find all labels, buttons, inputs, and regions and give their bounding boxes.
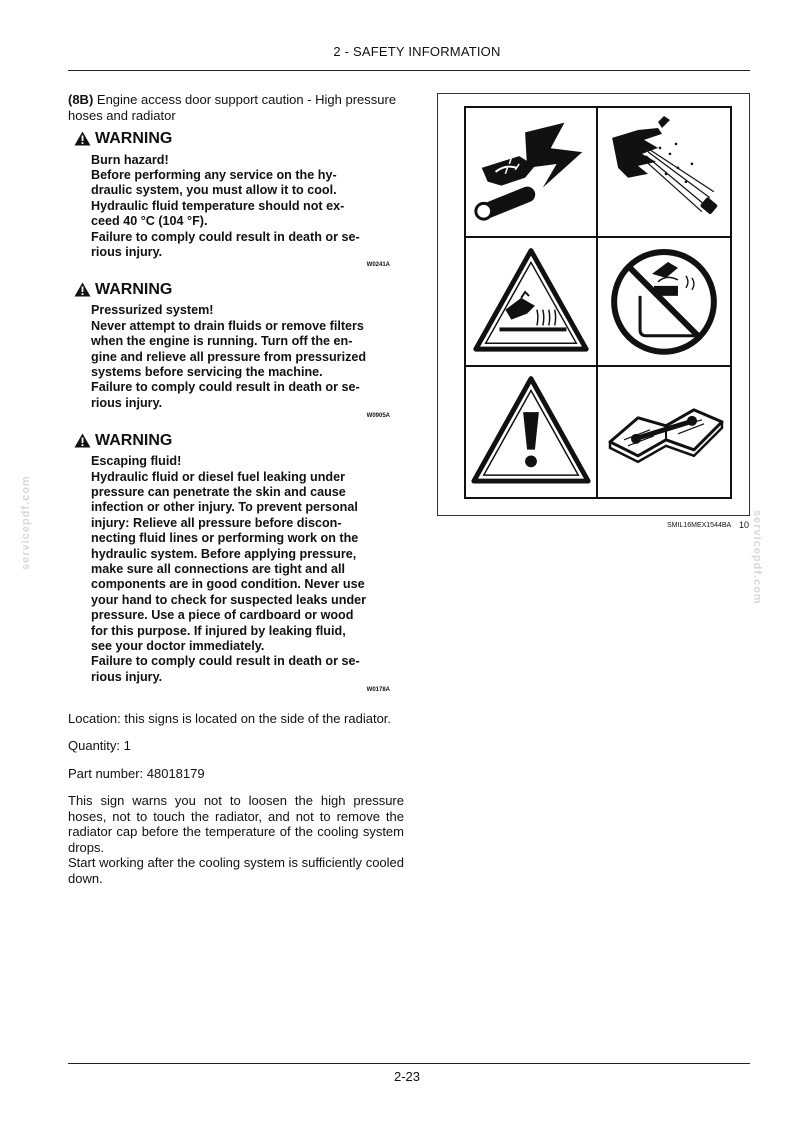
warning-line: necting fluid lines or performing work on the [91,531,359,546]
warning-line: Burn hazard! [91,152,169,167]
read-manual-wrench-icon [598,367,730,497]
warning-title-text: WARNING [95,130,173,147]
warning-line: rious injury. [91,669,163,684]
decal-cell [466,238,598,368]
warning-line: make sure all connections are tight and all [91,562,346,577]
warning-line: infection or other injury. To prevent personal [91,500,358,515]
exclamation-triangle-icon [466,367,596,497]
location-text: Location: this signs is located on the side of the radiator. [68,710,392,726]
section-code: (8B) [68,92,94,107]
quantity-text: Quantity: 1 [68,738,131,754]
warning-line: Failure to comply could result in death or se- [91,654,360,669]
decal-grid [464,106,732,499]
hot-surface-hand-triangle-icon [466,238,596,366]
warning-title [74,282,404,298]
warning-triangle-icon [74,131,91,146]
warning-line: Hydraulic fluid temperature should not ex- [91,198,345,213]
decal-cell [466,108,598,238]
warning-body [91,153,381,261]
warning-line: see your doctor immediately. [91,639,265,654]
warning-line: Never attempt to drain fluids or remove filters [91,318,364,333]
safety-decal-figure [437,93,750,516]
warning-line: components are in good condition. Never use [91,577,365,592]
decal-cell [466,367,598,497]
warning-code: W0241A [366,262,390,269]
left-column [68,92,404,886]
watermark-right: servicepdf.com [751,510,763,605]
description-text: This sign warns you not to loosen the high pressure hoses, not to touch the radiator, and not to remove the radiator cap before the temperature of the cooling system drops. [68,793,404,855]
description-text-2: Start working after the cooling system is sufficiently cooled down. [68,855,404,886]
section-title: Engine access door support caution - High pressure hoses and radiator [68,92,397,123]
warning-line: Failure to comply could result in death or se- [91,380,360,395]
warning-line: pressure can penetrate the skin and cause [91,485,346,499]
warning-title-text: WARNING [95,280,173,298]
warning-title [74,433,404,449]
warning-title [74,131,404,147]
warning-line: rious injury. [91,244,163,259]
warning-body [91,303,381,411]
warning-block-2 [68,282,404,425]
warning-line: Before performing any service on the hy- [91,167,337,182]
warning-block-3 [68,433,404,699]
warning-title-text: WARNING [95,431,173,449]
page-header: 2 - SAFETY INFORMATION [333,44,501,59]
warning-line: your hand to check for suspected leaks under [91,592,367,607]
hose-rupture-hand-icon [466,108,596,236]
watermark-left: servicepdf.com [20,475,32,570]
warning-line: ceed 40 °C (104 °F). [91,214,208,229]
warning-code: W0178A [366,687,390,694]
part-number-text: Part number: 48018179 [68,765,205,781]
warning-line: for this purpose. If injured by leaking fluid, [91,623,346,638]
warning-line: Pressurized system! [91,303,214,318]
warning-line: injury: Relieve all pressure before discon- [91,515,342,530]
footer-rule [68,1063,750,1064]
decal-cell [598,108,730,238]
warning-block-1 [68,131,404,274]
warning-body [91,454,381,685]
warning-line: draulic system, you must allow it to cool. [91,183,337,198]
figure-caption: SMIL16MEX1544BA [667,522,732,529]
decal-cell [598,238,730,368]
section-intro [68,92,404,123]
warning-triangle-icon [74,433,91,448]
warning-code: W0905A [366,413,390,420]
warning-line: Hydraulic fluid or diesel fuel leaking under [91,469,346,484]
figure-number: 10 [739,520,750,530]
header-rule [68,70,750,71]
warning-line: rious injury. [91,395,163,410]
decal-cell [598,367,730,497]
warning-line: hydraulic system. Before applying pressure, [91,546,357,561]
high-pressure-spray-hand-icon [598,108,730,236]
warning-line: systems before servicing the machine. [91,364,323,379]
warning-line: when the engine is running. Turn off the en- [91,334,353,349]
warning-line: Escaping fluid! [91,454,182,469]
page-number: 2-23 [393,1069,421,1084]
warning-line: Failure to comply could result in death or se- [91,229,360,244]
warning-line: gine and relieve all pressure from pressurized [91,349,367,364]
warning-triangle-icon [74,282,91,297]
warning-line: pressure. Use a piece of cardboard or wood [91,608,354,623]
no-open-radiator-cap-icon [598,238,730,366]
